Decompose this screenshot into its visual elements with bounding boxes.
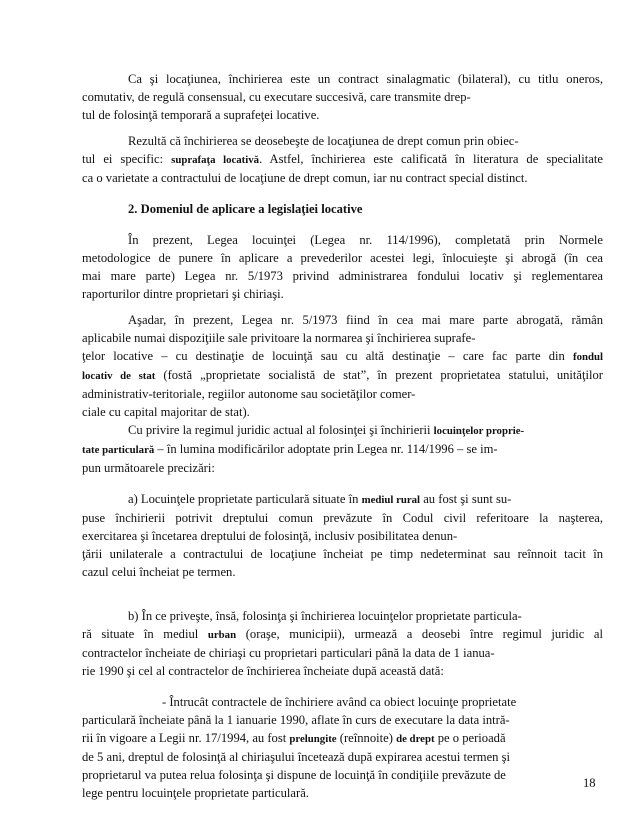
text-segment: – în lumina modificărilor adoptate prin Legea nr. 114/1996 – se im- [154,442,498,456]
text-segment: au fost şi sunt su- [420,492,512,506]
text-line: comutativ, de regulă consensual, cu executare succesivă, care transmite drep- [82,90,471,104]
emphasis-text: fondul [572,351,603,363]
text-line: rie 1990 şi cel al contractelor de închirierea încheiate după această dată: [82,664,444,678]
text-line: de 5 ani, dreptul de folosinţă al chiriaşului încetează după expirarea acestui termen şi [82,750,511,764]
text-line [82,490,603,509]
paragraph-b [82,607,603,680]
paragraph-2 [82,132,603,187]
text-line: În prezent, Legea locuinţei (Legea nr. 114/1996), completată prin Normele [128,233,603,247]
text-line: ţării unilaterale a contractului de locaţiune încheiat pe timp nedeterminat sau reînnoit tacit în [82,547,603,561]
text-line [82,625,603,644]
emphasis-text: de drept [396,733,435,745]
document-page [82,70,603,802]
emphasis-text: urban [207,629,237,641]
emphasis-text: locuinţelor proprie- [433,425,525,437]
text-segment: ră situate în mediul [82,627,208,641]
text-line: administrativ-teritoriale, regiilor autonome sau societăţilor comer- [82,387,416,401]
emphasis-text: prelungite [289,733,337,745]
text-line: exercitarea şi încetarea dreptului de folosinţă, inclusiv posibilitatea denun- [82,529,458,543]
text-line: Ca şi locaţiunea, închirierea este un contract sinalagmatic (bilateral), cu titlu oneros, [128,72,603,86]
text-line: metodologice de punere în aplicare a prevederilor acestei legi, înlocuieşte şi abrogă (în cea [82,251,603,265]
text-segment: . Astfel, închirierea este calificată în literatura de specialitate [259,152,603,166]
text-line [82,421,603,440]
paragraph-1 [82,70,603,124]
paragraph-a [82,490,603,581]
text-segment: a) Locuinţele proprietate particulară situate în [128,492,362,506]
emphasis-text: locativ de stat [82,370,156,382]
text-line: - Întrucât contractele de închiriere având ca obiect locuinţe proprietate [162,695,517,709]
text-line: mai mare parte) Legea nr. 5/1973 privind administrarea fondului locativ şi reglementarea [82,269,603,283]
paragraph-5 [82,421,603,477]
text-line: raporturilor dintre proprietari şi chiriaşi. [82,287,284,301]
text-segment: (oraşe, municipii), urmează a deosebi între regimul juridic al [236,627,604,641]
emphasis-text: tate particulară [82,444,155,456]
text-line [82,729,603,748]
text-segment: tul ei specific: [82,152,172,166]
emphasis-text: suprafaţa locativă [171,154,260,166]
text-line: ca o varietate a contractului de locaţiune de drept comun, iar nu contract special distinct. [82,171,528,185]
text-line [82,347,603,366]
text-line: tul de folosinţă temporară a suprafeţei locative. [82,108,320,122]
paragraph-c [82,693,603,802]
text-line: puse închirierii potrivit dreptului comun prevăzute în Codul civil referitoare la naşterea, [82,511,603,525]
text-segment: rii în vigoare a Legii nr. 17/1994, au fost [82,731,290,745]
text-line: Rezultă că închirierea se deosebeşte de locaţiunea de drept comun prin obiec- [128,134,519,148]
text-line [82,440,603,459]
paragraph-4 [82,311,603,421]
text-line: proprietarul va putea relua folosinţa şi dispune de locuinţă în condiţiile prevăzute de [82,768,506,782]
page-number: 18 [583,776,596,790]
text-line: particulară încheiate până la 1 ianuarie 1990, aflate în curs de executare la data intră- [82,713,510,727]
text-segment: Cu privire la regimul juridic actual al folosinţei şi închirierii [128,423,434,437]
paragraph-3 [82,231,603,303]
text-segment: pe o perioadă [434,731,506,745]
text-line: Aşadar, în prezent, Legea nr. 5/1973 fiind în cea mai mare parte abrogată, rămân [128,313,603,327]
text-segment: (fostă „proprietate socialistă de stat”, în prezent proprietatea statului, unităţilor [155,368,603,382]
text-segment: ţelor locative – cu destinaţie de locuinţă sau cu altă destinaţie – care fac parte din [82,349,573,363]
text-segment: (reînnoite) [336,731,397,745]
text-line: b) În ce priveşte, însă, folosinţa şi închirierea locuinţelor proprietate particula- [128,609,522,623]
section-heading: 2. Domeniul de aplicare a legislaţiei locative [128,202,363,216]
text-line: lege pentru locuinţele proprietate particulară. [82,786,309,800]
text-line: cazul celui încheiat pe termen. [82,565,236,579]
emphasis-text: mediul rural [361,494,421,506]
text-line [82,366,603,385]
text-line [82,150,603,169]
text-line: aplicabile numai dispoziţiile sale privitoare la normarea şi închirierea suprafe- [82,331,476,345]
text-line: pun următoarele precizări: [82,461,215,475]
text-line: ciale cu capital majoritar de stat). [82,405,250,419]
text-line: contractelor încheiate de chiriaşi cu proprietari particulari până la data de 1 ianua- [82,646,495,660]
